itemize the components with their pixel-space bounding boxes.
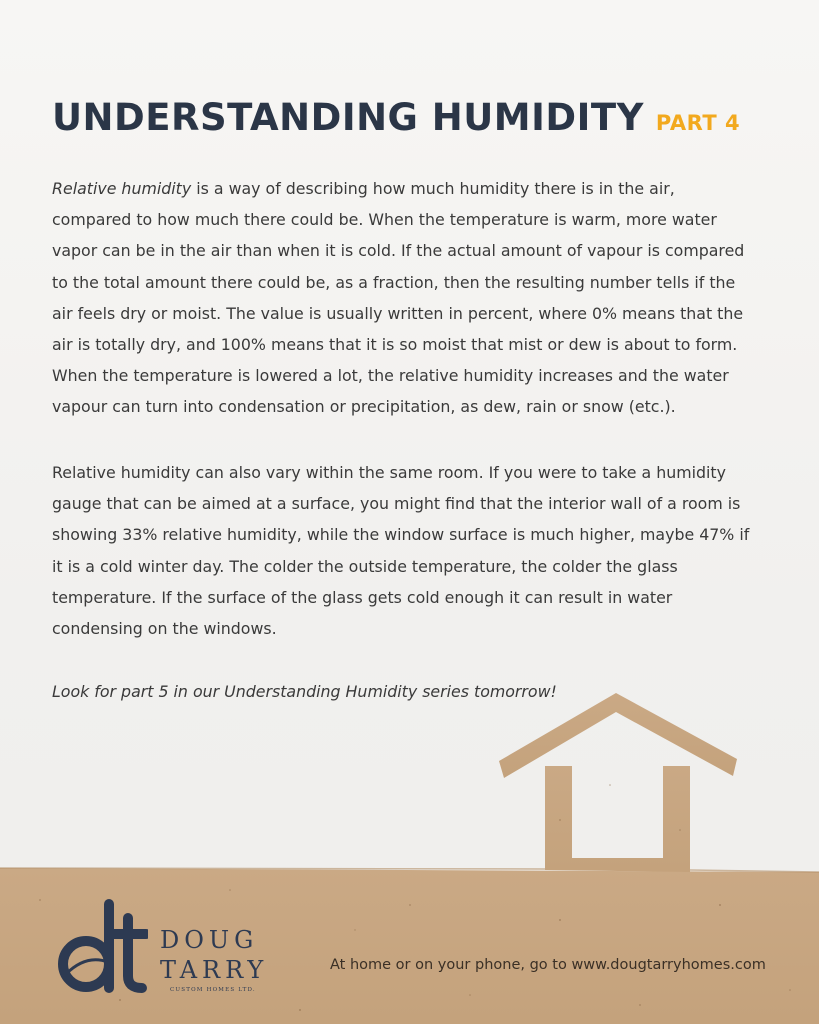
website-tagline: At home or on your phone, go to www.dougtarryhomes.com xyxy=(330,957,766,973)
paragraph-1-text: is a way of describing how much humidity there is in the air, compared to how much there could be. When the temperature is warm, more water vapor can be in the air than when it is cold. If the actual amount of vapour is compared to the total amount there could be, as a fraction, then the resulting number tells if the air feels dry or moist. The value is usually written in percent, where 0% means that the air is totally dry, and 100% means that it is so moist that mist or dew is about to form. When the temperature is lowered a lot, the relative humidity increases and the water vapour can turn into condensation or precipitation, as dew, rain or snow (etc.). xyxy=(52,179,745,417)
part-label: PART 4 xyxy=(655,111,741,135)
brand-subtitle: CUSTOM HOMES LTD. xyxy=(170,987,256,993)
brand-line-2: TARRY xyxy=(160,956,269,984)
dt-monogram-logo xyxy=(52,896,148,996)
title-row xyxy=(52,96,792,148)
brand-wordmark xyxy=(160,925,280,993)
house-walls-cutout xyxy=(545,766,690,872)
page-title: UNDERSTANDING HUMIDITY xyxy=(52,96,644,139)
paragraph-room-variation: Relative humidity can also vary within the same room. If you were to take a humidity gauge that can be aimed at a surface, you might find that the interior wall of a room is showing 33% relative humidity, while the window surface is much higher, maybe 47% if it is a cold winter day. The colder the outside temperature, the colder the glass temperature. If the surface of the glass gets cold enough it can result in water condensing on the windows. xyxy=(52,463,750,639)
paragraph-relative-humidity xyxy=(52,173,752,423)
closing-note: Look for part 5 in our Understanding Humidity series tomorrow! xyxy=(52,682,557,701)
brand-line-1: DOUG xyxy=(160,926,259,954)
term-relative-humidity: Relative humidity xyxy=(52,179,192,198)
